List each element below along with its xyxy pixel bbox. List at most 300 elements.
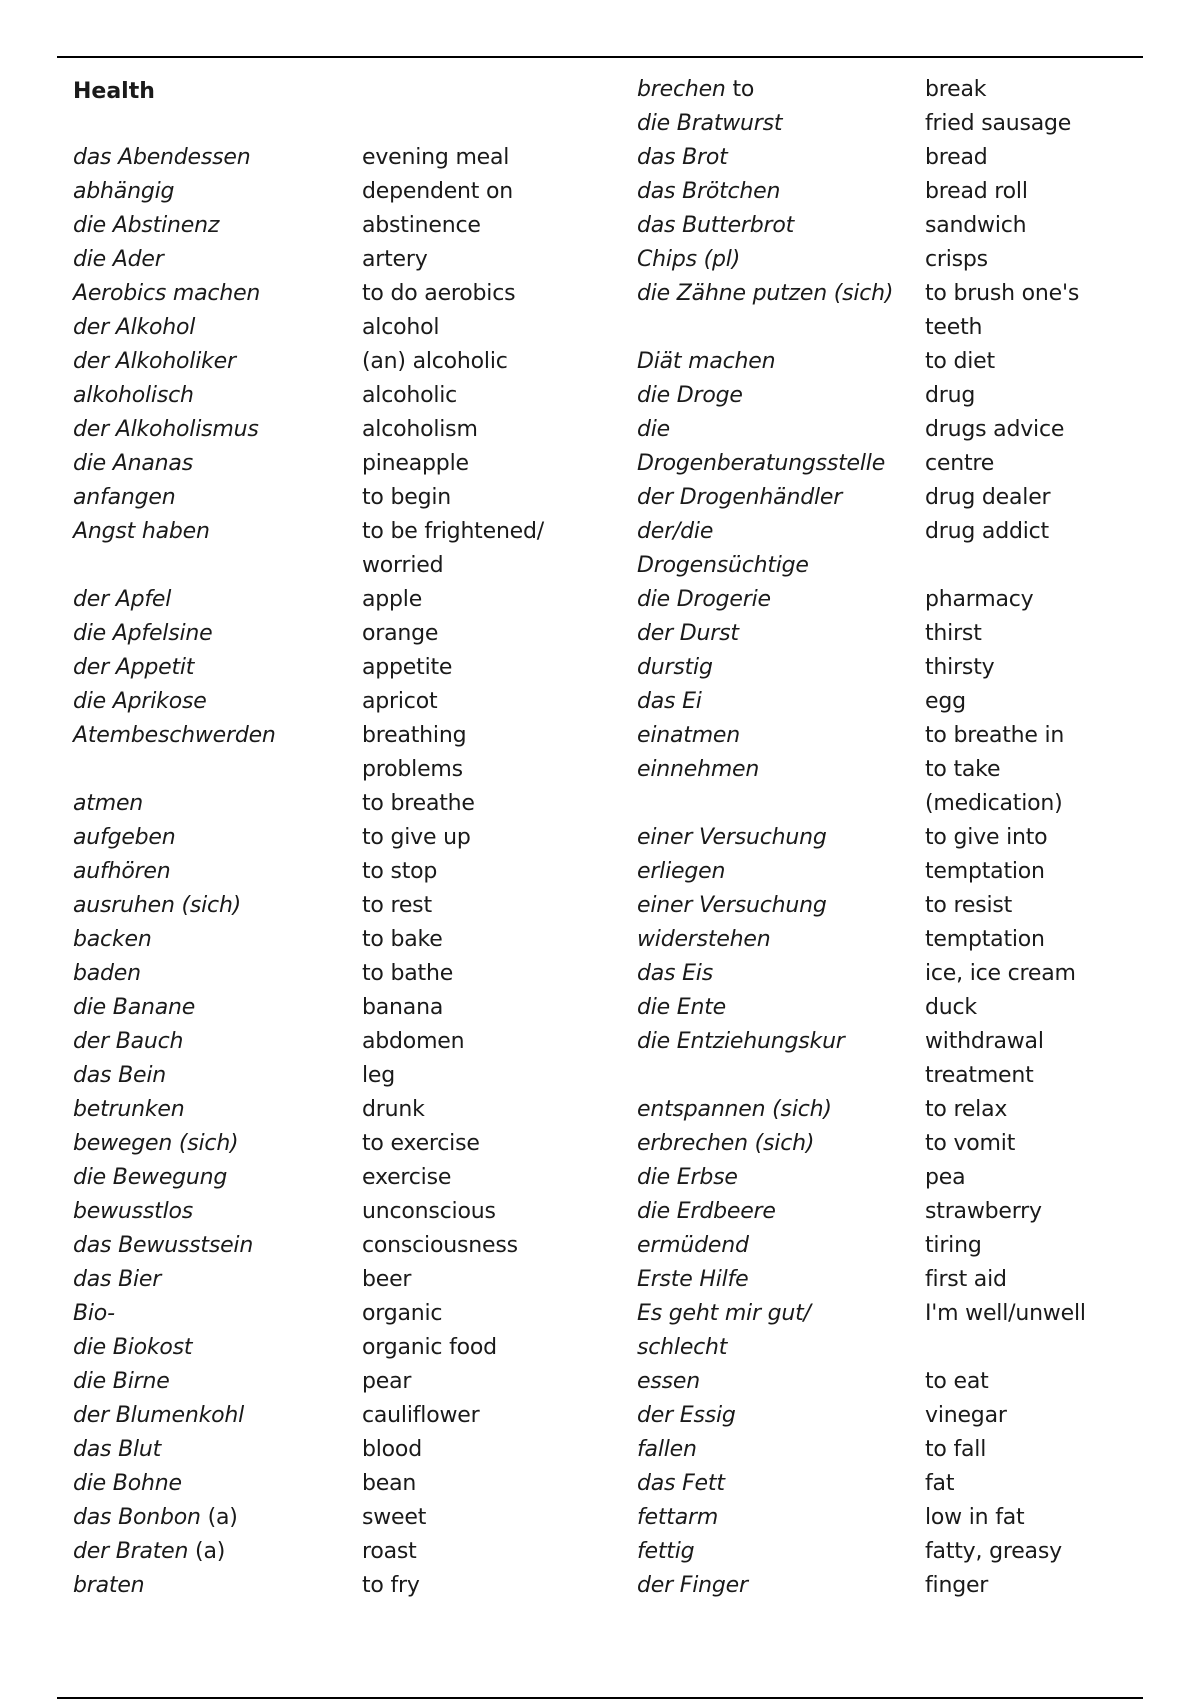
german-word: Drogenberatungsstelle	[637, 451, 886, 476]
english-translation	[362, 413, 544, 447]
german-term	[73, 379, 276, 413]
english-translation	[925, 243, 1086, 277]
german-term	[73, 413, 276, 447]
german-word: einer Versuchung	[637, 825, 827, 850]
german-term	[637, 1331, 893, 1365]
english-translation	[925, 1501, 1086, 1535]
german-word: der Drogenhändler	[637, 485, 843, 510]
german-word: einatmen	[637, 723, 741, 748]
english-translation	[925, 923, 1086, 957]
german-word: entspannen (sich)	[637, 1097, 832, 1122]
german-term	[73, 1161, 276, 1195]
english-translation	[362, 1229, 544, 1263]
english-translation	[925, 1025, 1086, 1059]
english-translation	[362, 243, 544, 277]
german-word: die Bratwurst	[637, 111, 783, 136]
german-term	[73, 1093, 276, 1127]
english-translation	[362, 1331, 544, 1365]
german-term	[637, 1059, 893, 1093]
english-translation	[362, 651, 544, 685]
german-term	[637, 345, 893, 379]
english-translation	[362, 1365, 544, 1399]
german-term	[637, 1297, 893, 1331]
german-term	[73, 651, 276, 685]
english-translation	[925, 141, 1086, 175]
english-word: to stop	[362, 859, 438, 884]
english-word: bread roll	[925, 179, 1028, 204]
german-word: fettarm	[637, 1505, 719, 1530]
english-word: drug dealer	[925, 485, 1051, 510]
english-word: thirsty	[925, 655, 995, 680]
german-term	[73, 685, 276, 719]
english-word: consciousness	[362, 1233, 518, 1258]
german-term	[637, 379, 893, 413]
english-word: cauliflower	[362, 1403, 480, 1428]
german-term	[73, 209, 276, 243]
german-word: der Bauch	[73, 1029, 184, 1054]
english-translation	[362, 1127, 544, 1161]
german-word: bewegen (sich)	[73, 1131, 239, 1156]
german-word: essen	[637, 1369, 700, 1394]
english-word: alcoholic	[362, 383, 458, 408]
german-word: der Essig	[637, 1403, 736, 1428]
english-translation	[362, 1569, 544, 1603]
german-word: der Alkoholismus	[73, 417, 259, 442]
english-translation	[925, 651, 1086, 685]
english-word: bean	[362, 1471, 417, 1496]
german-term	[637, 515, 893, 549]
german-word: das Eis	[637, 961, 713, 986]
german-term	[73, 1467, 276, 1501]
german-term	[637, 1127, 893, 1161]
german-term	[73, 1535, 276, 1569]
german-word: widerstehen	[637, 927, 771, 952]
english-translation	[925, 1127, 1086, 1161]
german-word: anfangen	[73, 485, 176, 510]
left-english-column	[362, 73, 544, 1603]
english-word: withdrawal	[925, 1029, 1044, 1054]
english-translation	[925, 1535, 1086, 1569]
english-translation	[362, 447, 544, 481]
german-term	[73, 1399, 276, 1433]
english-translation	[362, 1297, 544, 1331]
english-translation	[925, 1195, 1086, 1229]
english-word: temptation	[925, 859, 1045, 884]
german-word: die Ader	[73, 247, 164, 272]
german-term	[637, 209, 893, 243]
german-term	[73, 243, 276, 277]
german-word: Angst haben	[73, 519, 210, 544]
english-translation	[362, 787, 544, 821]
english-word: worried	[362, 553, 444, 578]
english-translation	[925, 1093, 1086, 1127]
german-term	[73, 107, 276, 141]
german-term	[637, 413, 893, 447]
german-term	[73, 141, 276, 175]
english-translation	[925, 1365, 1086, 1399]
german-word: die	[637, 417, 671, 442]
german-word: betrunken	[73, 1097, 185, 1122]
english-translation	[925, 1297, 1086, 1331]
german-term	[73, 957, 276, 991]
english-translation	[925, 1161, 1086, 1195]
english-word: crisps	[925, 247, 988, 272]
german-word: brechen	[637, 77, 726, 102]
german-term	[637, 1161, 893, 1195]
english-word: centre	[925, 451, 995, 476]
english-word: break	[925, 77, 987, 102]
german-word: die Zähne putzen (sich)	[637, 281, 894, 306]
german-word: der Appetit	[73, 655, 195, 680]
german-word: Diät machen	[637, 349, 776, 374]
german-term	[637, 991, 893, 1025]
english-word: tiring	[925, 1233, 982, 1258]
english-word: teeth	[925, 315, 983, 340]
german-word: das Bein	[73, 1063, 166, 1088]
english-translation	[925, 481, 1086, 515]
english-word: alcoholism	[362, 417, 478, 442]
english-translation	[362, 73, 544, 107]
english-translation	[362, 277, 544, 311]
english-word: beer	[362, 1267, 412, 1292]
right-english-column	[925, 73, 1086, 1603]
english-word: dependent on	[362, 179, 514, 204]
german-term	[637, 617, 893, 651]
english-word: I'm well/unwell	[925, 1301, 1086, 1326]
german-word: Bio-	[73, 1301, 115, 1326]
english-word: alcohol	[362, 315, 440, 340]
english-word: breathing	[362, 723, 467, 748]
english-word: to begin	[362, 485, 451, 510]
german-term	[73, 855, 276, 889]
german-word: das Blut	[73, 1437, 162, 1462]
german-term	[73, 1501, 276, 1535]
english-translation	[925, 379, 1086, 413]
english-translation	[925, 753, 1086, 787]
german-term	[73, 889, 276, 923]
german-term	[73, 1365, 276, 1399]
german-word: das Bonbon	[73, 1505, 201, 1530]
german-word: erbrechen (sich)	[637, 1131, 815, 1156]
german-term	[73, 1433, 276, 1467]
english-translation	[925, 991, 1086, 1025]
german-term	[637, 1535, 893, 1569]
english-translation	[362, 175, 544, 209]
german-word: die Banane	[73, 995, 196, 1020]
german-word: aufgeben	[73, 825, 176, 850]
english-word: to do aerobics	[362, 281, 516, 306]
german-term	[73, 787, 276, 821]
english-word: orange	[362, 621, 439, 646]
english-word: to fall	[925, 1437, 987, 1462]
german-word: das Bewusstsein	[73, 1233, 254, 1258]
english-translation	[362, 1501, 544, 1535]
german-word: die Birne	[73, 1369, 170, 1394]
german-word: die Apfelsine	[73, 621, 213, 646]
english-translation	[925, 719, 1086, 753]
english-translation	[925, 73, 1086, 107]
english-translation	[362, 515, 544, 549]
german-term	[637, 685, 893, 719]
english-translation	[362, 1535, 544, 1569]
german-term	[637, 1467, 893, 1501]
english-word: apple	[362, 587, 423, 612]
german-word: die Biokost	[73, 1335, 193, 1360]
english-translation	[362, 957, 544, 991]
german-word: Erste Hilfe	[637, 1267, 749, 1292]
english-word: pear	[362, 1369, 412, 1394]
german-word: das Brötchen	[637, 179, 781, 204]
german-term	[637, 1433, 893, 1467]
german-term	[637, 787, 893, 821]
german-term	[73, 1059, 276, 1093]
german-term	[73, 345, 276, 379]
german-word: fallen	[637, 1437, 697, 1462]
english-translation	[362, 141, 544, 175]
english-translation	[362, 719, 544, 753]
german-term	[637, 549, 893, 583]
english-translation	[362, 311, 544, 345]
german-term	[73, 1263, 276, 1297]
english-translation	[925, 107, 1086, 141]
english-word: banana	[362, 995, 444, 1020]
german-term	[73, 1025, 276, 1059]
page-title: Health	[73, 79, 155, 104]
english-translation	[362, 1433, 544, 1467]
german-term	[637, 821, 893, 855]
german-term	[637, 311, 893, 345]
english-translation	[925, 1433, 1086, 1467]
english-translation	[925, 311, 1086, 345]
german-word: die Ente	[637, 995, 727, 1020]
english-translation	[925, 1569, 1086, 1603]
german-term	[73, 175, 276, 209]
german-word: das Butterbrot	[637, 213, 795, 238]
german-term	[73, 1569, 276, 1603]
german-term	[637, 753, 893, 787]
german-term	[637, 277, 893, 311]
german-term	[73, 1229, 276, 1263]
bottom-rule	[57, 1697, 1143, 1699]
english-word: to relax	[925, 1097, 1008, 1122]
english-translation	[362, 345, 544, 379]
german-word: schlecht	[637, 1335, 728, 1360]
german-word: das Bier	[73, 1267, 162, 1292]
english-word: to give up	[362, 825, 471, 850]
english-word: finger	[925, 1573, 989, 1598]
english-word: blood	[362, 1437, 422, 1462]
german-word: die Ananas	[73, 451, 193, 476]
german-term	[637, 1093, 893, 1127]
german-word: der/die	[637, 519, 714, 544]
english-translation	[362, 991, 544, 1025]
english-word: artery	[362, 247, 428, 272]
german-term	[73, 991, 276, 1025]
english-word: bread	[925, 145, 988, 170]
english-translation	[362, 549, 544, 583]
german-term	[73, 617, 276, 651]
english-translation	[362, 685, 544, 719]
english-word: roast	[362, 1539, 417, 1564]
german-word: ausruhen (sich)	[73, 893, 242, 918]
english-translation	[362, 753, 544, 787]
german-term	[73, 1127, 276, 1161]
left-german-column	[73, 73, 276, 1603]
english-word: (medication)	[925, 791, 1063, 816]
german-term	[637, 719, 893, 753]
english-translation	[362, 1467, 544, 1501]
english-word: egg	[925, 689, 966, 714]
english-word: exercise	[362, 1165, 452, 1190]
german-word: der Apfel	[73, 587, 172, 612]
german-term	[73, 1331, 276, 1365]
german-term	[73, 515, 276, 549]
english-word: first aid	[925, 1267, 1007, 1292]
german-term	[637, 1195, 893, 1229]
english-word: to rest	[362, 893, 432, 918]
german-term	[637, 175, 893, 209]
english-word: to brush one's	[925, 281, 1080, 306]
german-term	[637, 923, 893, 957]
english-word: to breathe	[362, 791, 475, 816]
english-word: organic	[362, 1301, 443, 1326]
english-translation	[925, 515, 1086, 549]
english-word: to fry	[362, 1573, 420, 1598]
english-word: drunk	[362, 1097, 425, 1122]
upright-suffix: to	[725, 77, 755, 102]
german-term	[637, 1025, 893, 1059]
english-translation	[925, 277, 1086, 311]
english-word: pea	[925, 1165, 966, 1190]
german-word: die Bewegung	[73, 1165, 228, 1190]
german-term	[637, 1365, 893, 1399]
english-word: apricot	[362, 689, 438, 714]
german-word: Es geht mir gut/	[637, 1301, 811, 1326]
german-word: die Entziehungskur	[637, 1029, 845, 1054]
english-word: vinegar	[925, 1403, 1007, 1428]
english-word: sandwich	[925, 213, 1027, 238]
german-term	[73, 277, 276, 311]
german-word: durstig	[637, 655, 713, 680]
english-translation	[362, 1025, 544, 1059]
upright-suffix: (a)	[188, 1539, 226, 1564]
english-word: to breathe in	[925, 723, 1065, 748]
english-word: to diet	[925, 349, 995, 374]
english-word: duck	[925, 995, 977, 1020]
german-term	[637, 1501, 893, 1535]
german-term	[637, 1229, 893, 1263]
english-word: to exercise	[362, 1131, 480, 1156]
german-word: das Fett	[637, 1471, 725, 1496]
english-word: to bake	[362, 927, 443, 952]
english-translation	[362, 1161, 544, 1195]
english-word: fatty, greasy	[925, 1539, 1062, 1564]
german-word: die Aprikose	[73, 689, 207, 714]
english-translation	[362, 821, 544, 855]
english-word: to give into	[925, 825, 1048, 850]
english-translation	[362, 583, 544, 617]
english-word: fried sausage	[925, 111, 1072, 136]
english-word: leg	[362, 1063, 396, 1088]
english-translation	[925, 175, 1086, 209]
english-word: organic food	[362, 1335, 497, 1360]
english-word: strawberry	[925, 1199, 1042, 1224]
english-word: abdomen	[362, 1029, 465, 1054]
german-word: fettig	[637, 1539, 695, 1564]
english-translation	[362, 855, 544, 889]
english-word: to eat	[925, 1369, 989, 1394]
german-word: die Erbse	[637, 1165, 738, 1190]
top-rule	[57, 56, 1143, 58]
german-term	[637, 889, 893, 923]
german-word: backen	[73, 927, 152, 952]
english-word: sweet	[362, 1505, 427, 1530]
english-word: treatment	[925, 1063, 1034, 1088]
german-term	[73, 821, 276, 855]
german-term	[637, 73, 893, 107]
english-translation	[925, 209, 1086, 243]
german-word: Chips (pl)	[637, 247, 741, 272]
german-term	[637, 1263, 893, 1297]
german-term	[637, 583, 893, 617]
german-term	[73, 311, 276, 345]
english-translation	[362, 1195, 544, 1229]
right-german-column	[637, 73, 893, 1603]
english-translation	[362, 107, 544, 141]
english-word: abstinence	[362, 213, 481, 238]
german-term	[73, 1195, 276, 1229]
german-word: einer Versuchung	[637, 893, 827, 918]
german-term	[637, 481, 893, 515]
english-translation	[925, 1467, 1086, 1501]
german-word: die Abstinenz	[73, 213, 220, 238]
english-translation	[362, 923, 544, 957]
english-translation	[362, 379, 544, 413]
english-word: fat	[925, 1471, 955, 1496]
german-word: aufhören	[73, 859, 171, 884]
english-translation	[362, 1059, 544, 1093]
german-word: ermüdend	[637, 1233, 749, 1258]
german-word: Atembeschwerden	[73, 723, 276, 748]
english-word: thirst	[925, 621, 982, 646]
german-term	[73, 583, 276, 617]
german-term	[73, 719, 276, 753]
english-translation	[925, 413, 1086, 447]
english-translation	[925, 855, 1086, 889]
german-term	[637, 243, 893, 277]
english-word: unconscious	[362, 1199, 496, 1224]
german-word: die Bohne	[73, 1471, 182, 1496]
english-translation	[362, 1263, 544, 1297]
german-word: der Blumenkohl	[73, 1403, 245, 1428]
german-word: die Erdbeere	[637, 1199, 776, 1224]
english-word: low in fat	[925, 1505, 1025, 1530]
german-word: Drogensüchtige	[637, 553, 809, 578]
english-translation	[362, 889, 544, 923]
english-translation	[925, 1331, 1086, 1365]
german-word: das Abendessen	[73, 145, 251, 170]
english-translation	[925, 685, 1086, 719]
english-word: to vomit	[925, 1131, 1016, 1156]
english-translation	[362, 1093, 544, 1127]
english-word: to resist	[925, 893, 1013, 918]
english-word: to take	[925, 757, 1001, 782]
english-translation	[925, 1263, 1086, 1297]
german-word: einnehmen	[637, 757, 760, 782]
english-word: (an) alcoholic	[362, 349, 508, 374]
english-word: problems	[362, 757, 463, 782]
english-translation	[362, 617, 544, 651]
